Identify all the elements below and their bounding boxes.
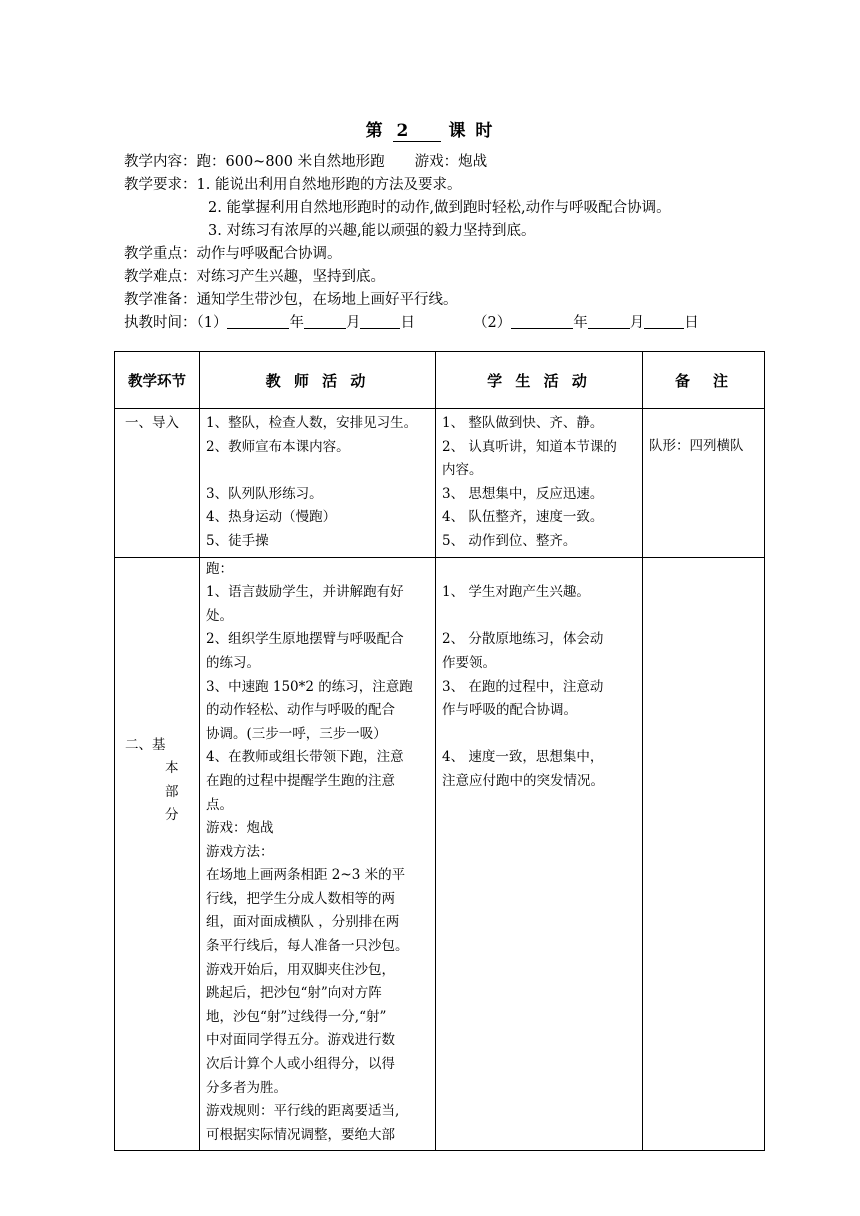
difficulty-row <box>124 266 784 289</box>
cell-line: 地，沙包“射”过线得一分,“射” <box>206 1008 387 1025</box>
stage-main-first: 二、基 <box>125 736 166 753</box>
content-value: 跑：600~800 米自然地形跑 <box>196 154 385 170</box>
cell-line: 3、中速跑 150*2 的练习，注意跑 <box>206 678 413 695</box>
note-main <box>643 557 765 1151</box>
content-game: 游戏：炮战 <box>414 154 488 170</box>
cell-line: 点。 <box>206 796 233 813</box>
cell-line: 跑： <box>206 560 233 577</box>
requirements-row <box>124 174 784 197</box>
note-formation: 队形：四列横队 <box>649 438 744 454</box>
cell-line: 4、 队伍整齐，速度一致。 <box>442 509 604 526</box>
cell-line: 5、徒手操 <box>206 532 269 549</box>
cell-line: 4、热身运动（慢跑） <box>206 509 337 526</box>
blank-month-2[interactable] <box>588 313 630 329</box>
cell-line <box>206 459 429 483</box>
teacher-activities-intro <box>200 409 436 558</box>
cell-line: 1、语言鼓励学生，并讲解跑有好 <box>206 584 404 601</box>
cell-line: 2、 分散原地练习，体会动 <box>442 631 604 648</box>
stage-main-char: 本 <box>165 760 179 777</box>
cell-line: 在跑的过程中提醒学生跑的注意 <box>206 772 395 789</box>
key-point-row <box>124 243 784 266</box>
lesson-title <box>0 116 860 142</box>
cell-line <box>442 723 636 747</box>
cell-line <box>442 605 636 629</box>
cell-line: 内容。 <box>442 462 483 479</box>
requirements-label: 教学要求： <box>124 177 197 193</box>
header-note: 备 注 <box>643 352 765 409</box>
requirement-item-2: 2. 能掌握利用自然地形跑时的动作,做到跑时轻松,动作与呼吸配合协调。 <box>208 200 671 216</box>
cell-line: 跳起后，把沙包“射”向对方阵 <box>206 985 382 1002</box>
year-label: 年 <box>289 315 304 331</box>
stage-main <box>115 557 200 1151</box>
cell-line: 可根据实际情况调整，要绝大部 <box>206 1126 395 1143</box>
cell-line: 条平行线后，每人准备一只沙包。 <box>206 938 409 955</box>
cell-line: 游戏方法： <box>206 843 274 860</box>
blank-day-1[interactable] <box>360 313 400 329</box>
student-activities-main <box>436 557 643 1151</box>
lesson-table <box>114 351 765 1151</box>
difficulty-value: 对练习产生兴趣，坚持到底。 <box>196 269 385 285</box>
cell-line: 分多者为胜。 <box>206 1079 287 1096</box>
header-student: 学 生 活 动 <box>436 352 643 409</box>
month-label: 月 <box>629 315 645 331</box>
key-point-value: 动作与呼吸配合协调。 <box>196 246 342 262</box>
time-slot-2: （2） <box>472 315 512 331</box>
year-label: 年 <box>573 315 588 331</box>
header-stage: 教学环节 <box>115 352 200 409</box>
cell-line: 在场地上画两条相距 2~3 米的平 <box>206 867 406 884</box>
difficulty-label: 教学难点： <box>124 269 197 285</box>
cell-line: 协调。(三步一呼，三步一吸） <box>206 725 387 742</box>
content-row <box>124 151 784 174</box>
cell-line: 3、队列队形练习。 <box>206 485 323 502</box>
note-intro <box>643 409 765 558</box>
cell-line: 作要领。 <box>442 654 496 671</box>
blank-month-1[interactable] <box>304 313 346 329</box>
stage-main-char: 部 <box>165 783 179 800</box>
blank-day-2[interactable] <box>644 313 684 329</box>
teacher-activities-main <box>200 557 436 1151</box>
student-activities-intro <box>436 409 643 558</box>
cell-line <box>442 558 636 582</box>
table-row-main <box>115 557 765 1151</box>
cell-line: 行线，把学生分成人数相等的两 <box>206 890 395 907</box>
month-label: 月 <box>345 315 361 331</box>
requirement-item-3: 3. 对练习有浓厚的兴趣,能以顽强的毅力坚持到底。 <box>208 223 536 239</box>
teaching-time-row <box>124 312 784 335</box>
cell-line: 的动作轻松、动作与呼吸的配合 <box>206 702 395 719</box>
stage-main-char: 分 <box>165 807 179 824</box>
cell-line: 4、 速度一致，思想集中， <box>442 749 604 766</box>
requirement-item: 1. 能说出利用自然地形跑的方法及要求。 <box>196 177 462 193</box>
blank-year-1[interactable] <box>227 313 289 329</box>
header-teacher: 教 师 活 动 <box>200 352 436 409</box>
cell-line: 2、 认真听讲，知道本节课的 <box>442 438 617 455</box>
time-slot-1: （1） <box>196 315 228 331</box>
lesson-info <box>124 151 784 335</box>
table-row-intro <box>115 409 765 558</box>
preparation-label: 教学准备： <box>124 292 197 308</box>
cell-line: 5、 动作到位、整齐。 <box>442 532 577 549</box>
blank-year-2[interactable] <box>511 313 573 329</box>
cell-line: 次后计算个人或小组得分，以得 <box>206 1056 395 1073</box>
table-header-row <box>115 352 765 409</box>
key-point-label: 教学重点： <box>124 246 197 262</box>
cell-line: 的练习。 <box>206 654 260 671</box>
day-label: 日 <box>400 315 415 331</box>
preparation-row <box>124 289 784 312</box>
cell-line: 2、组织学生原地摆臂与呼吸配合 <box>206 631 404 648</box>
cell-line: 4、在教师或组长带领下跑，注意 <box>206 749 404 766</box>
stage-intro: 一、导入 <box>115 409 200 558</box>
lesson-number: 2 <box>393 121 441 142</box>
cell-line: 3、 思想集中，反应迅速。 <box>442 485 604 502</box>
cell-line: 游戏规则：平行线的距离要适当, <box>206 1103 400 1120</box>
cell-line: 游戏开始后，用双脚夹住沙包， <box>206 961 395 978</box>
time-label: 执教时间： <box>124 315 197 331</box>
content-label: 教学内容： <box>124 154 197 170</box>
note-main-text <box>643 558 764 564</box>
cell-line: 中对面同学得五分。游戏进行数 <box>206 1032 395 1049</box>
cell-line: 2、教师宣布本课内容。 <box>206 438 350 455</box>
preparation-value: 通知学生带沙包，在场地上画好平行线。 <box>196 292 458 308</box>
cell-line: 组，面对面成横队 ，分别排在两 <box>206 914 400 931</box>
cell-line: 游戏：炮战 <box>206 820 274 837</box>
cell-line: 作与呼吸的配合协调。 <box>442 702 577 719</box>
cell-line: 1、 整队做到快、齐、静。 <box>442 415 604 431</box>
title-prefix: 第 <box>365 121 385 141</box>
cell-line: 处。 <box>206 607 233 624</box>
title-suffix: 课 时 <box>448 121 495 141</box>
cell-line: 1、整队，检查人数，安排见习生。 <box>206 415 418 431</box>
cell-line: 3、 在跑的过程中，注意动 <box>442 678 604 695</box>
day-label: 日 <box>684 315 699 331</box>
cell-line: 注意应付跑中的突发情况。 <box>442 772 604 789</box>
cell-line: 1、 学生对跑产生兴趣。 <box>442 584 590 601</box>
